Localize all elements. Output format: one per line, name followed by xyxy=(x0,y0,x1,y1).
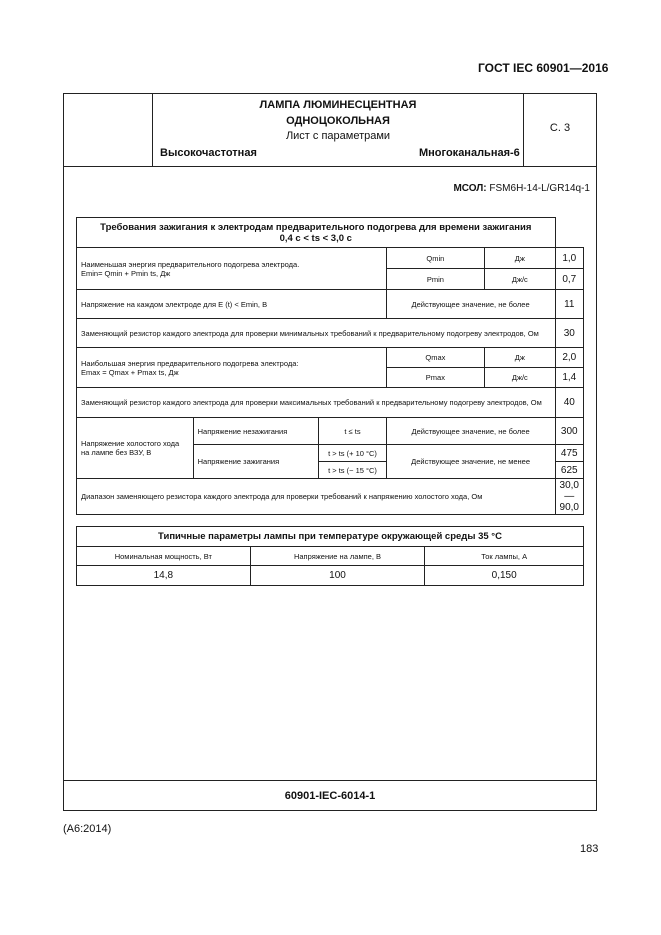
r4-unit-b: Дж/с xyxy=(485,368,555,388)
table2-val-power: 14,8 xyxy=(77,566,251,586)
header-left-cell xyxy=(63,93,153,167)
r6-value2b: 625 xyxy=(555,462,583,479)
r6-sub1: Напряжение незажигания xyxy=(193,418,319,445)
lamp-type-left: Высокочастотная xyxy=(160,147,257,159)
typical-parameters-table xyxy=(76,526,584,586)
r5-label: Заменяющий резистор каждого электрода для проверки максимальных требований к предварительному подогреву электродов, Ом xyxy=(77,388,556,418)
r2-note: Действующее значение, не более xyxy=(386,290,555,319)
r7-label: Диапазон заменяющего резистора каждого электрода для проверки требований к напряжению холостого хода, Ом xyxy=(77,479,556,515)
r6-note1: Действующее значение, не более xyxy=(386,418,555,445)
r1-unit-b: Дж/с xyxy=(485,269,555,290)
table1-heading: Требования зажигания к электродам предварительного подогрева для времени зажигания 0,4 с < ts < 3,0 с xyxy=(77,218,556,248)
sheet-title-line1: ЛАМПА ЛЮМИНЕСЦЕНТНАЯ xyxy=(259,99,417,111)
r4-label: Наибольшая энергия предварительного подогрева электрода: Emax = Qmax + Pmax ts, Дж xyxy=(77,348,387,388)
r1-symbol-a: Qmin xyxy=(386,248,484,269)
r6-value1: 300 xyxy=(555,418,583,445)
r5-value: 40 xyxy=(555,388,583,418)
r2-label: Напряжение на каждом электроде для E (t) < Emin, В xyxy=(77,290,387,319)
msol-label: МСОЛ: xyxy=(453,183,487,194)
r2-value: 11 xyxy=(555,290,583,319)
msol-line xyxy=(300,183,590,194)
standard-reference: ГОСТ IEC 60901—2016 xyxy=(478,61,609,75)
sheet-page-ref: С. 3 xyxy=(549,122,571,134)
r4-unit-a: Дж xyxy=(485,348,555,368)
page-number: 183 xyxy=(580,843,599,855)
r6-value2a: 475 xyxy=(555,445,583,462)
r6-cond1: t ≤ ts xyxy=(319,418,386,445)
r6-note2: Действующее значение, не менее xyxy=(386,445,555,479)
table2-val-current: 0,150 xyxy=(425,566,584,586)
r6-cond2b: t > ts (− 15 °С) xyxy=(319,462,386,479)
r4-value-a: 2,0 xyxy=(555,348,583,368)
table2-heading: Типичные параметры лампы при температуре окружающей среды 35 °С xyxy=(77,527,584,547)
r1-value-a: 1,0 xyxy=(555,248,583,269)
r3-label: Заменяющий резистор каждого электрода для проверки минимальных требований к предварительному подогреву электродов, Ом xyxy=(77,319,556,348)
ignition-requirements-table xyxy=(76,217,584,515)
sheet-subtitle: Лист с параметрами xyxy=(285,130,391,142)
table2-col-voltage: Напряжение на лампе, В xyxy=(250,547,425,566)
r4-value-b: 1,4 xyxy=(555,368,583,388)
table2-val-voltage: 100 xyxy=(250,566,425,586)
msol-value: FSM6H-14-L/GR14q-1 xyxy=(489,183,590,194)
lamp-type-right: Многоканальная-6 xyxy=(419,147,520,159)
footer-divider xyxy=(63,780,597,781)
table2-col-current: Ток лампы, А xyxy=(425,547,584,566)
r6-label: Напряжение холостого хода на лампе без ВЗУ, В xyxy=(77,418,194,479)
r1-unit-a: Дж xyxy=(485,248,555,269)
r6-cond2a: t > ts (+ 10 °С) xyxy=(319,445,386,462)
amendment-note: (A6:2014) xyxy=(63,823,112,835)
r1-symbol-b: Pmin xyxy=(386,269,484,290)
sheet-code: 60901-IEC-6014-1 xyxy=(284,790,376,802)
r3-value: 30 xyxy=(555,319,583,348)
r1-label: Наименьшая энергия предварительного подогрева электрода. Emin= Qmin + Pmin ts, Дж xyxy=(77,248,387,290)
r6-sub2: Напряжение зажигания xyxy=(193,445,319,479)
r4-symbol-b: Pmax xyxy=(386,368,484,388)
r7-value: 30,0—90,0 xyxy=(555,479,583,515)
table2-col-power: Номинальная мощность, Вт xyxy=(77,547,251,566)
r4-symbol-a: Qmax xyxy=(386,348,484,368)
r1-value-b: 0,7 xyxy=(555,269,583,290)
sheet-title-line2: ОДНОЦОКОЛЬНАЯ xyxy=(286,115,390,127)
